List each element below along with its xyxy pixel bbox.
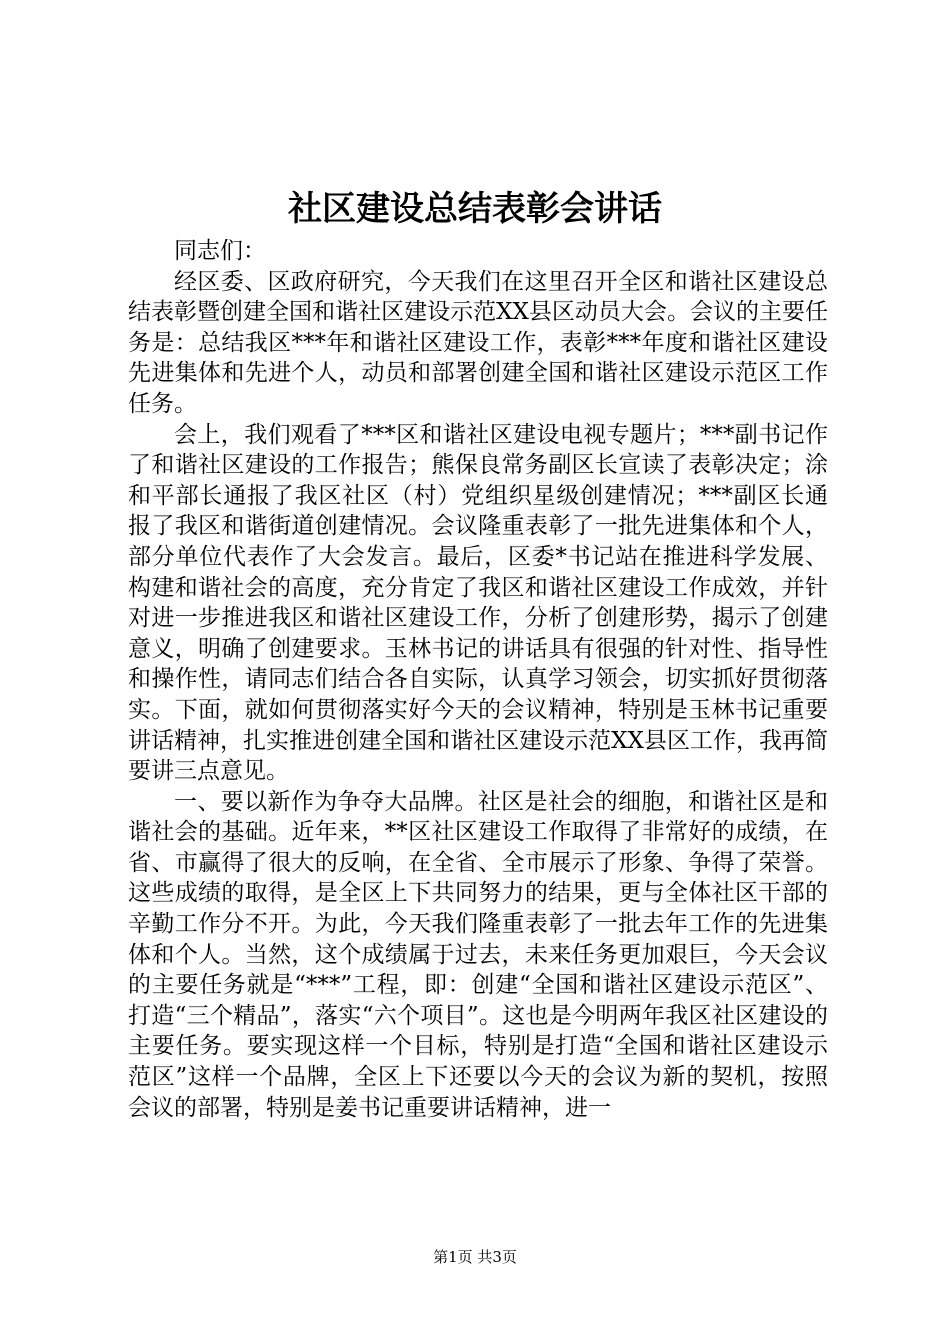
document-title: 社区建设总结表彰会讲话 bbox=[288, 189, 662, 229]
body-paragraph-1: 经区委、区政府研究，今天我们在这里召开全区和谐社区建设总结表彰暨创建全国和谐社区建设示范XX县区动员大会。会议的主要任务是：总结我区***年和谐社区建设工作，表彰***年度和谐社区建设先进集体和先进个人，动员和部署创建全国和谐社区建设示范区工作任务。 bbox=[128, 268, 828, 417]
document-body bbox=[128, 236, 828, 1123]
body-paragraph-3: 一、要以新作为争夺大品牌。社区是社会的细胞，和谐社区是和谐社会的基础。近年来，**区社区建设工作取得了非常好的成绩，在省、市赢得了很大的反响，在全省、全市展示了形象、争得了荣誉。这些成绩的取得，是全区上下共同努力的结果，更与全体社区干部的辛勤工作分不开。为此，今天我们隆重表彰了一批去年工作的先进集体和个人。当然，这个成绩属于过去，未来任务更加艰巨，今天会议的主要任务就是“***”工程，即：创建“全国和谐社区建设示范区”、打造“三个精品”，落实“六个项目”。这也是今明两年我区社区建设的主要任务。要实现这样一个目标，特别是打造“全国和谐社区建设示范区”这样一个品牌，全区上下还要以今天的会议为新的契机，按照会议的部署，特别是姜书记重要讲话精神，进一 bbox=[128, 788, 828, 1121]
page-number-footer: 第1页 共3页 bbox=[433, 1248, 517, 1266]
body-paragraph-2: 会上，我们观看了***区和谐社区建设电视专题片；***副书记作了和谐社区建设的工作报告；熊保良常务副区长宣读了表彰决定；涂和平部长通报了我区社区（村）党组织星级创建情况；***副区长通报了我区和谐街道创建情况。会议隆重表彰了一批先进集体和个人，部分单位代表作了大会发言。最后，区委*书记站在推进科学发展、构建和谐社会的高度，充分肯定了我区和谐社区建设工作成效，并针对进一步推进我区和谐社区建设工作，分析了创建形势，揭示了创建意义，明确了创建要求。玉林书记的讲话具有很强的针对性、指导性和操作性，请同志们结合各自实际，认真学习领会，切实抓好贯彻落实。下面，就如何贯彻落实好今天的会议精神，特别是玉林书记重要讲话精神，扎实推进创建全国和谐社区建设示范XX县区工作，我再简要讲三点意见。 bbox=[128, 421, 828, 785]
salutation-paragraph: 同志们： bbox=[174, 238, 266, 264]
